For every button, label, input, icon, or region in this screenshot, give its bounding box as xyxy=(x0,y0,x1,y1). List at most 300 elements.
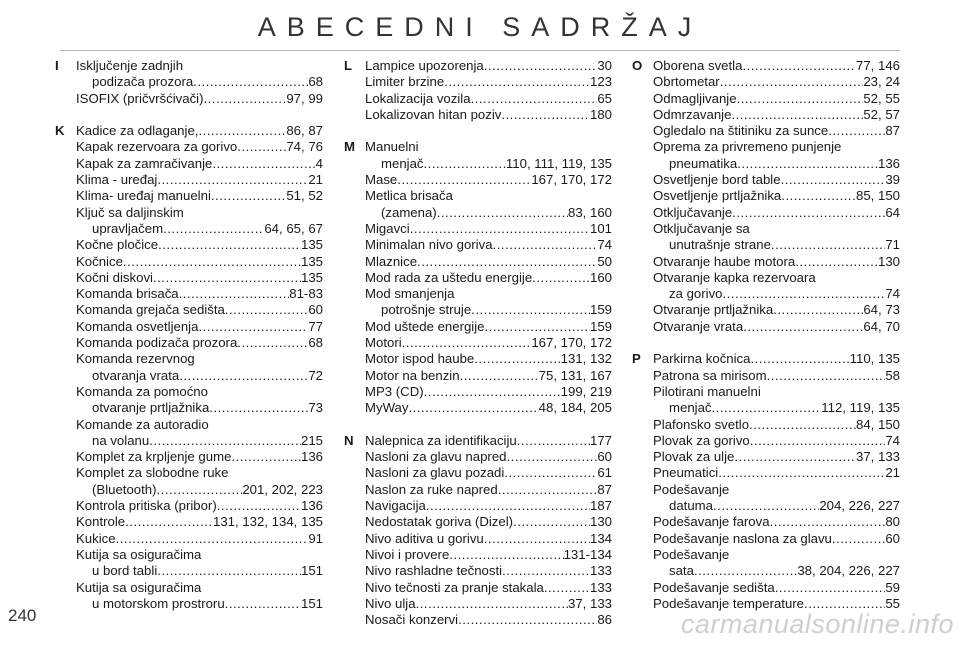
index-entry xyxy=(76,433,323,449)
dot-leader xyxy=(484,58,598,74)
index-entry xyxy=(653,107,900,123)
dot-leader xyxy=(408,400,538,416)
entry-pages: 215 xyxy=(300,432,323,448)
index-entry xyxy=(365,612,612,628)
entry-term: Pneumatici xyxy=(653,465,719,481)
index-entry xyxy=(76,596,323,612)
dot-leader xyxy=(771,237,885,253)
entry-pages: 101 xyxy=(589,220,612,236)
entry-pages: 135 xyxy=(300,253,323,269)
index-entry xyxy=(653,237,900,253)
index-section-k xyxy=(55,123,323,612)
index-entry xyxy=(653,254,900,270)
dot-leader xyxy=(203,91,286,107)
dot-leader xyxy=(116,531,309,547)
entry-term: Lokalizovan hitan poziv xyxy=(365,106,502,122)
entry-term: Mase xyxy=(365,172,398,188)
dot-leader xyxy=(397,172,531,188)
dot-leader xyxy=(410,221,590,237)
index-entry xyxy=(653,156,900,172)
dot-leader xyxy=(781,172,886,188)
entry-pages: 75, 131, 167 xyxy=(538,367,612,383)
index-entry-heading: Pilotirani manuelni xyxy=(653,383,761,399)
entry-term: Podešavanje farova xyxy=(653,514,770,530)
entry-term: Otvaranje haube motora xyxy=(653,253,796,269)
entry-term: menjač xyxy=(669,400,712,416)
index-entry xyxy=(653,433,900,449)
entry-term: otvaranje prtljažnika xyxy=(92,400,210,416)
entry-term: unutrašnje strane xyxy=(669,237,771,253)
index-section-p xyxy=(632,351,900,612)
dot-leader xyxy=(125,514,213,530)
entry-term: Plovak za gorivo xyxy=(653,432,750,448)
index-entry xyxy=(365,107,612,123)
entry-term: Kapak za zamračivanje xyxy=(76,155,213,171)
entry-pages: 167, 170, 172 xyxy=(531,335,612,351)
index-section-m xyxy=(344,139,612,416)
entry-pages: 84, 150 xyxy=(856,416,900,432)
dot-leader xyxy=(502,563,590,579)
entry-pages: 110, 135 xyxy=(849,351,900,367)
entry-pages: 131-134 xyxy=(563,546,612,562)
index-entry xyxy=(76,91,323,107)
entry-pages: 21 xyxy=(885,465,900,481)
index-entry xyxy=(653,205,900,221)
index-entry xyxy=(76,482,323,498)
index-entry xyxy=(365,433,612,449)
index-entry xyxy=(76,302,323,318)
dot-leader xyxy=(149,433,301,449)
index-column-2 xyxy=(344,58,612,645)
entry-term: Naslon za ruke napred xyxy=(365,481,498,497)
index-entry xyxy=(365,498,612,514)
dot-leader xyxy=(795,254,878,270)
entry-pages: 23, 24 xyxy=(863,74,900,90)
entry-pages: 201, 202, 223 xyxy=(242,481,323,497)
index-entry-heading: Isključenje zadnjih xyxy=(76,58,184,73)
index-entry xyxy=(365,302,612,318)
dot-leader xyxy=(737,156,878,172)
index-entry xyxy=(76,139,323,155)
entry-pages: 86 xyxy=(597,612,612,628)
entry-pages: 97, 99 xyxy=(286,90,323,106)
dot-leader xyxy=(498,482,598,498)
entry-pages: 55 xyxy=(885,595,900,611)
dot-leader xyxy=(742,58,856,74)
entry-pages: 65 xyxy=(597,90,612,106)
index-entry xyxy=(653,286,900,302)
dot-leader xyxy=(460,368,539,384)
entry-term: u motorskom prostroru xyxy=(92,595,225,611)
entry-pages: 77 xyxy=(308,318,323,334)
index-entry xyxy=(76,563,323,579)
index-entry xyxy=(76,123,323,139)
dot-leader xyxy=(750,351,849,367)
dot-leader xyxy=(720,74,864,90)
dot-leader xyxy=(198,319,308,335)
index-entry xyxy=(76,237,323,253)
dot-leader xyxy=(767,368,886,384)
entry-term: Navigacija xyxy=(365,498,426,514)
index-entry-heading: Mod smanjenja xyxy=(365,286,455,302)
entry-term: Parkirna kočnica xyxy=(653,351,751,367)
entry-term: Podešavanje temperature xyxy=(653,595,805,611)
dot-leader xyxy=(163,221,264,237)
entry-term: Nivo ulja xyxy=(365,595,416,611)
entry-term: Osvetljenje bord table xyxy=(653,172,781,188)
index-entry xyxy=(76,156,323,172)
dot-leader xyxy=(424,384,561,400)
entry-pages: 68 xyxy=(308,74,323,90)
section-letter: O xyxy=(632,58,643,73)
dot-leader xyxy=(474,351,560,367)
dot-leader xyxy=(781,188,856,204)
entry-term: Kočne pločice xyxy=(76,237,159,253)
entry-pages: 133 xyxy=(589,579,612,595)
entry-term: Nasloni za glavu pozadi xyxy=(365,465,505,481)
index-section-n xyxy=(344,433,612,629)
dot-leader xyxy=(158,237,301,253)
entry-pages: 60 xyxy=(597,449,612,465)
entry-term: Limiter brzine xyxy=(365,74,445,90)
entry-pages: 52, 57 xyxy=(863,106,900,122)
index-entry-heading: Otvaranje kapka rezervoara xyxy=(653,269,816,285)
entry-pages: 64 xyxy=(885,204,900,220)
entry-term: otvaranja vrata xyxy=(92,367,180,383)
entry-term: Komanda osvetljenja xyxy=(76,318,199,334)
entry-pages: 74 xyxy=(597,237,612,253)
index-entry xyxy=(76,368,323,384)
entry-term: Nasloni za glavu napred xyxy=(365,449,507,465)
entry-term: Nalepnica za identifikaciju xyxy=(365,432,517,448)
entry-pages: 159 xyxy=(589,318,612,334)
section-letter: K xyxy=(55,123,65,139)
entry-pages: 60 xyxy=(308,302,323,318)
index-entry xyxy=(653,465,900,481)
dot-leader xyxy=(517,433,590,449)
entry-pages: 180 xyxy=(589,106,612,122)
entry-term: Kočni diskovi xyxy=(76,269,153,285)
dot-leader xyxy=(712,400,822,416)
entry-term: Plovak za ulje xyxy=(653,449,735,465)
dot-leader xyxy=(402,335,532,351)
index-entry xyxy=(365,563,612,579)
entry-term: Komanda brisača xyxy=(76,286,179,302)
dot-leader xyxy=(749,417,856,433)
index-entry xyxy=(653,514,900,530)
entry-pages: 71 xyxy=(885,237,900,253)
index-entry xyxy=(653,368,900,384)
dot-leader xyxy=(532,270,590,286)
entry-term: Nivo tečnosti za pranje stakala xyxy=(365,579,544,595)
index-entry xyxy=(76,188,323,204)
entry-pages: 38, 204, 226, 227 xyxy=(797,563,900,579)
index-entry-heading: Ključ sa daljinskim xyxy=(76,204,184,220)
page-number: 240 xyxy=(8,606,37,625)
dot-leader xyxy=(417,254,597,270)
index-entry xyxy=(76,221,323,237)
entry-term: Klima- uređaj manuelni xyxy=(76,188,211,204)
dot-leader xyxy=(731,107,863,123)
dot-leader xyxy=(449,547,563,563)
entry-term: Otvaranje prtljažnika xyxy=(653,302,774,318)
entry-pages: 136 xyxy=(877,155,900,171)
entry-pages: 131, 132, 134, 135 xyxy=(213,514,323,530)
entry-pages: 123 xyxy=(589,74,612,90)
index-entry-heading: Podešavanje xyxy=(653,546,730,562)
index-entry xyxy=(653,58,900,74)
entry-term: Mod rada za uštedu energije xyxy=(365,269,533,285)
entry-pages: 52, 55 xyxy=(863,90,900,106)
entry-term: Lokalizacija vozila xyxy=(365,90,471,106)
index-entry xyxy=(365,400,612,416)
entry-pages: 131, 132 xyxy=(560,351,612,367)
dot-leader xyxy=(225,302,309,318)
index-entry xyxy=(365,74,612,90)
dot-leader xyxy=(157,563,301,579)
dot-leader xyxy=(507,449,598,465)
index-entry xyxy=(365,596,612,612)
entry-pages: 21 xyxy=(308,172,323,188)
entry-term: Plafonsko svetlo xyxy=(653,416,750,432)
index-entry xyxy=(76,498,323,514)
index-entry xyxy=(653,351,900,367)
index-entry-heading: Otključavanje sa xyxy=(653,220,750,236)
entry-pages: 110, 111, 119, 135 xyxy=(505,155,612,171)
dot-leader xyxy=(750,433,886,449)
dot-leader xyxy=(504,465,597,481)
entry-term: Mlaznice xyxy=(365,253,418,269)
entry-pages: 87 xyxy=(597,481,612,497)
entry-pages: 91 xyxy=(308,530,323,546)
index-entry-heading: Komande za autoradio xyxy=(76,416,209,432)
page-title: ABECEDNI SADRŽAJ xyxy=(257,12,703,42)
entry-pages: 60 xyxy=(885,530,900,546)
entry-term: Kukice xyxy=(76,530,116,546)
entry-term: sata xyxy=(669,563,694,579)
index-entry xyxy=(365,514,612,530)
entry-pages: 64, 65, 67 xyxy=(264,220,323,236)
entry-pages: 74, 76 xyxy=(286,139,323,155)
index-entry xyxy=(76,172,323,188)
entry-pages: 85, 150 xyxy=(856,188,900,204)
entry-pages: 136 xyxy=(300,498,323,514)
entry-term: Komanda podizača prozora xyxy=(76,335,238,351)
dot-leader xyxy=(773,302,863,318)
entry-pages: 199, 219 xyxy=(560,383,612,399)
entry-pages: 136 xyxy=(300,449,323,465)
dot-leader xyxy=(832,531,885,547)
dot-leader xyxy=(193,74,308,90)
entry-pages: 39 xyxy=(885,172,900,188)
section-letter: N xyxy=(344,432,354,448)
index-entry xyxy=(76,514,323,530)
entry-pages: 112, 119, 135 xyxy=(821,400,900,416)
entry-pages: 73 xyxy=(308,400,323,416)
dot-leader xyxy=(237,139,286,155)
entry-term: (zamena) xyxy=(381,204,437,220)
index-entry xyxy=(365,237,612,253)
dot-leader xyxy=(737,91,864,107)
index-entry xyxy=(365,351,612,367)
index-entry xyxy=(365,254,612,270)
entry-pages: 151 xyxy=(300,563,323,579)
index-entry xyxy=(365,58,612,74)
index-entry xyxy=(653,188,900,204)
entry-term: ISOFIX (pričvršćivači) xyxy=(76,90,204,106)
entry-term: Motor na benzin xyxy=(365,367,460,383)
entry-term: pneumatika xyxy=(669,155,738,171)
entry-pages: 37, 133 xyxy=(568,595,612,611)
index-entry xyxy=(76,531,323,547)
entry-term: Odmagljivanje xyxy=(653,90,737,106)
index-entry xyxy=(365,91,612,107)
index-entry xyxy=(76,335,323,351)
entry-pages: 74 xyxy=(885,432,900,448)
entry-term: Otključavanje xyxy=(653,204,733,220)
index-entry-heading: Oprema za privremeno punjenje xyxy=(653,139,842,155)
section-letter: M xyxy=(344,139,355,155)
index-entry xyxy=(653,302,900,318)
entry-term: Kapak rezervoara za gorivo xyxy=(76,139,238,155)
entry-term: podizača prozora xyxy=(92,74,194,90)
index-entry xyxy=(365,205,612,221)
entry-term: Odmrzavanje xyxy=(653,106,732,122)
entry-pages: 134 xyxy=(589,530,612,546)
dot-leader xyxy=(694,563,797,579)
index-entry xyxy=(653,319,900,335)
dot-leader xyxy=(212,156,315,172)
entry-pages: 204, 226, 227 xyxy=(819,498,900,514)
dot-leader xyxy=(198,123,286,139)
index-entry xyxy=(365,465,612,481)
dot-leader xyxy=(484,531,590,547)
entry-pages: 151 xyxy=(300,595,323,611)
entry-term: Motori xyxy=(365,335,402,351)
index-section-i xyxy=(55,58,323,107)
entry-pages: 130 xyxy=(877,253,900,269)
dot-leader xyxy=(458,612,597,628)
entry-term: Kadice za odlaganje, xyxy=(76,123,199,139)
dot-leader xyxy=(501,107,590,123)
entry-term: Obrtometar xyxy=(653,74,720,90)
dot-leader xyxy=(231,449,301,465)
index-entry xyxy=(365,384,612,400)
index-entry xyxy=(653,74,900,90)
index-entry xyxy=(365,449,612,465)
section-letter: I xyxy=(55,58,59,73)
dot-leader xyxy=(743,319,863,335)
section-letter: P xyxy=(632,351,641,367)
index-entry xyxy=(365,482,612,498)
index-entry xyxy=(365,156,612,172)
entry-pages: 135 xyxy=(300,269,323,285)
index-section-l xyxy=(344,58,612,123)
entry-term: na volanu xyxy=(92,432,150,448)
index-entry xyxy=(76,319,323,335)
entry-term: za gorivo xyxy=(669,286,723,302)
index-entry xyxy=(365,368,612,384)
index-entry-heading: Komanda za pomoćno xyxy=(76,383,208,399)
entry-term: datuma xyxy=(669,498,713,514)
entry-term: Ogledalo na štitiniku za sunce xyxy=(653,123,829,139)
entry-pages: 50 xyxy=(597,253,612,269)
dot-leader xyxy=(713,498,819,514)
index-entry xyxy=(76,449,323,465)
dot-leader xyxy=(444,74,590,90)
index-entry xyxy=(653,449,900,465)
dot-leader xyxy=(217,498,301,514)
entry-pages: 51, 52 xyxy=(286,188,323,204)
entry-pages: 87 xyxy=(885,123,900,139)
dot-leader xyxy=(211,188,286,204)
entry-pages: 64, 70 xyxy=(863,318,900,334)
entry-pages: 37, 133 xyxy=(856,449,900,465)
index-entry-heading: Kutija sa osiguračima xyxy=(76,546,202,562)
entry-pages: 64, 73 xyxy=(863,302,900,318)
index-entry-heading: Kutija sa osiguračima xyxy=(76,579,202,595)
entry-pages: 187 xyxy=(589,498,612,514)
dot-leader xyxy=(493,237,598,253)
index-entry xyxy=(76,254,323,270)
entry-pages: 135 xyxy=(300,237,323,253)
index-entry xyxy=(653,531,900,547)
index-entry xyxy=(76,286,323,302)
entry-pages: 86, 87 xyxy=(286,123,323,139)
index-entry xyxy=(365,221,612,237)
index-entry xyxy=(365,335,612,351)
dot-leader xyxy=(437,205,568,221)
index-entry-heading: Komanda rezervnog xyxy=(76,351,195,367)
dot-leader xyxy=(157,482,243,498)
dot-leader xyxy=(770,514,886,530)
index-column-3 xyxy=(632,58,900,628)
index-entry xyxy=(76,400,323,416)
index-entry xyxy=(365,547,612,563)
index-entry xyxy=(365,531,612,547)
index-entry-heading: Komplet za slobodne ruke xyxy=(76,465,229,481)
entry-term: Minimalan nivo goriva xyxy=(365,237,493,253)
dot-leader xyxy=(123,254,301,270)
index-entry xyxy=(653,580,900,596)
entry-pages: 159 xyxy=(589,302,612,318)
dot-leader xyxy=(237,335,308,351)
entry-pages: 130 xyxy=(589,514,612,530)
entry-term: potrošnje struje xyxy=(381,302,472,318)
entry-pages: 30 xyxy=(597,58,612,73)
entry-pages: 74 xyxy=(885,286,900,302)
entry-pages: 48, 184, 205 xyxy=(538,400,612,416)
entry-term: Nivoi i provere xyxy=(365,546,450,562)
index-entry-heading: Metlica brisača xyxy=(365,188,453,204)
entry-pages: 167, 170, 172 xyxy=(531,172,612,188)
index-entry xyxy=(653,400,900,416)
entry-term: Patrona sa mirisom xyxy=(653,367,767,383)
dot-leader xyxy=(544,580,590,596)
entry-pages: 80 xyxy=(885,514,900,530)
entry-term: u bord tabli xyxy=(92,563,158,579)
entry-term: Nivo rashladne tečnosti xyxy=(365,563,503,579)
entry-term: Nosači konzervi xyxy=(365,612,459,628)
index-entry xyxy=(653,563,900,579)
entry-pages: 81-83 xyxy=(289,286,323,302)
entry-term: Nedostatak goriva (Dizel) xyxy=(365,514,514,530)
index-entry xyxy=(365,172,612,188)
index-section-o xyxy=(632,58,900,335)
index-entry xyxy=(365,580,612,596)
dot-leader xyxy=(718,465,885,481)
dot-leader xyxy=(471,302,590,318)
